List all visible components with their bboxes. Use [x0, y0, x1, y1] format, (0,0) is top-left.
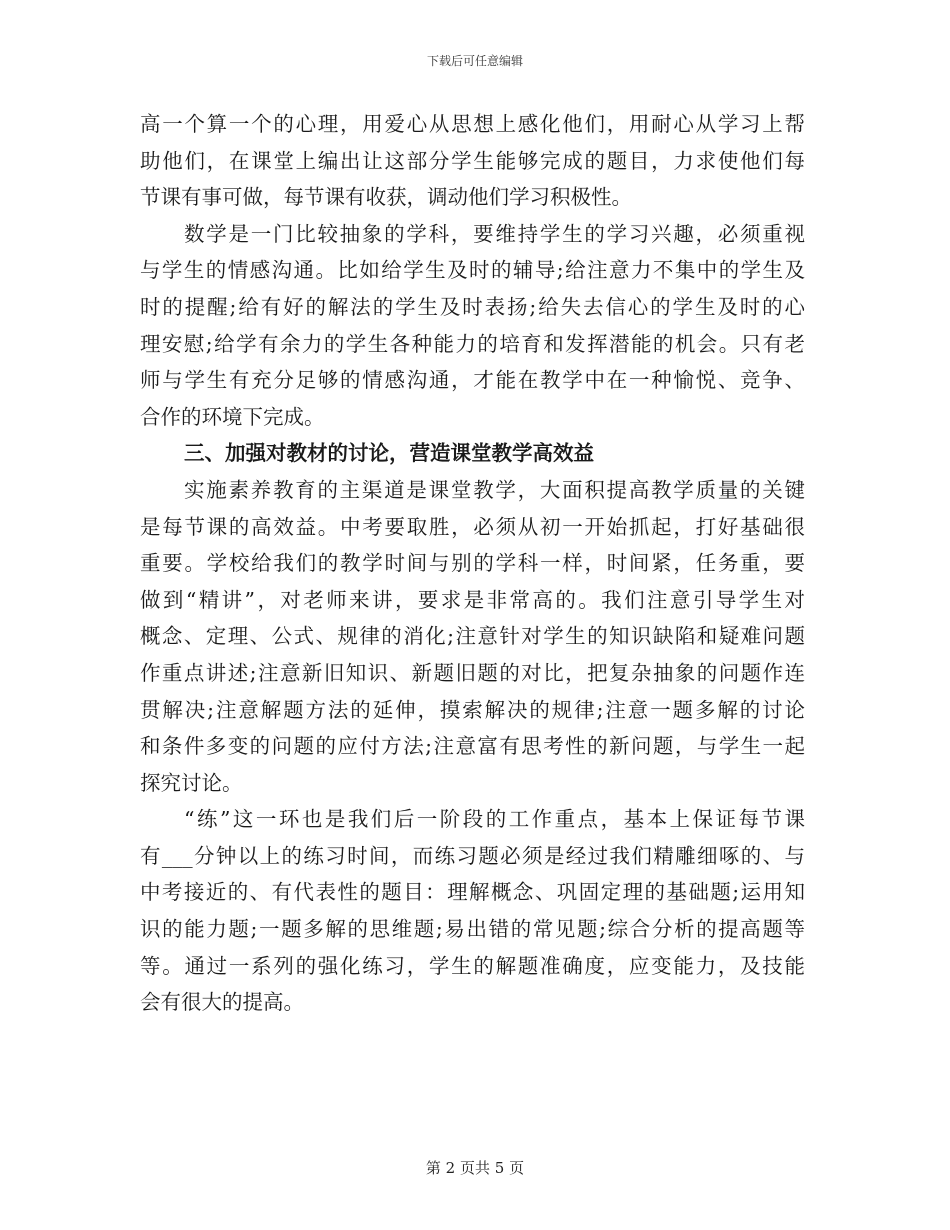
section-heading: 三、加强对教材的讨论，营造课堂教学高效益	[184, 441, 594, 466]
paragraph-line: 合作的环境下完成。	[140, 404, 325, 429]
paragraph-line: 等。通过一系列的强化练习，学生的解题准确度，应变能力，及技能	[140, 953, 805, 978]
paragraph-line: 助他们，在课堂上编出让这部分学生能够完成的题目，力求使他们每	[140, 148, 805, 173]
paragraph-line: 理安慰;给学有余力的学生各种能力的培育和发挥潜能的机会。只有老	[140, 331, 805, 356]
paragraph-4	[140, 801, 805, 1021]
paragraph-line: 节课有事可做，每节课有收获，调动他们学习积极性。	[140, 185, 632, 210]
paragraph-line: 做到“精讲”，对老师来讲，要求是非常高的。我们注意引导学生对	[140, 587, 805, 612]
paragraph-line: 与学生的情感沟通。比如给学生及时的辅导;给注意力不集中的学生及	[140, 258, 805, 283]
paragraph-line: 数学是一门比较抽象的学科，要维持学生的学习兴趣，必须重视	[184, 221, 805, 246]
paragraph-1	[140, 106, 805, 216]
page-number: 第 2 页共 5 页	[425, 1159, 525, 1177]
paragraph-line: 识的能力题;一题多解的思维题;易出错的常见题;综合分析的提高题等	[140, 917, 805, 942]
paragraph-line: 高一个算一个的心理，用爱心从思想上感化他们，用耐心从学习上帮	[140, 112, 805, 136]
page-header: 下载后可任意编辑	[426, 54, 523, 68]
paragraph-line: “练”这一环也是我们后一阶段的工作重点，基本上保证每节课	[184, 807, 805, 832]
paragraph-line: 实施素养教育的主渠道是课堂教学，大面积提高教学质量的关键	[184, 477, 805, 502]
paragraph-line: 重要。学校给我们的教学时间与别的学科一样，时间紧，任务重，要	[140, 551, 805, 576]
paragraph-line: 师与学生有充分足够的情感沟通，才能在教学中在一种愉悦、竞争、	[140, 368, 805, 393]
paragraph-line: 作重点讲述;注意新旧知识、新题旧题的对比，把复杂抽象的问题作连	[140, 660, 805, 685]
document-body	[140, 106, 805, 1021]
paragraph-2	[140, 216, 805, 436]
paragraph-line: 会有很大的提高。	[140, 990, 304, 1015]
paragraph-3	[140, 472, 805, 801]
paragraph-line: 是每节课的高效益。中考要取胜，必须从初一开始抓起，打好基础很	[140, 514, 805, 539]
paragraph-line: 探究讨论。	[140, 770, 243, 795]
paragraph-line: 有___分钟以上的练习时间，而练习题必须是经过我们精雕细啄的、与	[140, 843, 805, 868]
paragraph-line: 和条件多变的问题的应付方法;注意富有思考性的新问题，与学生一起	[140, 734, 805, 759]
paragraph-line: 贯解决;注意解题方法的延伸，摸索解决的规律;注意一题多解的讨论	[140, 697, 805, 722]
paragraph-line: 时的提醒;给有好的解法的学生及时表扬;给失去信心的学生及时的心	[140, 294, 805, 319]
paragraph-line: 中考接近的、有代表性的题目：理解概念、巩固定理的基础题;运用知	[140, 880, 805, 905]
paragraph-line: 概念、定理、公式、规律的消化;注意针对学生的知识缺陷和疑难问题	[140, 624, 805, 649]
